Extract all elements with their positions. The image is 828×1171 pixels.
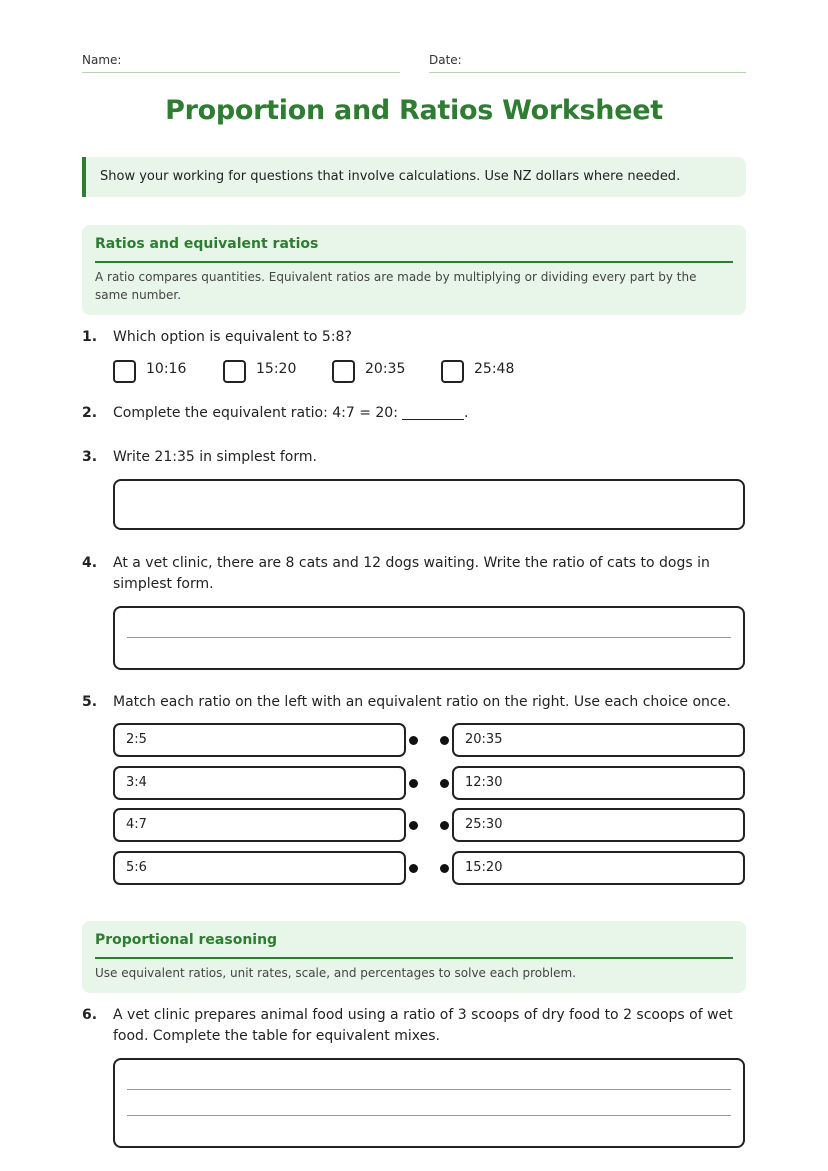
date-label: Date:: [429, 53, 462, 67]
section-description: Use equivalent ratios, unit rates, scale, and percentages to solve each problem.: [95, 966, 576, 980]
match-label: 4:7: [126, 817, 147, 832]
match-left-item[interactable]: [113, 851, 406, 885]
match-dot-left[interactable]: [409, 779, 418, 788]
question-text-line: [113, 403, 743, 424]
section-divider: [95, 957, 733, 959]
header-row: [82, 52, 746, 74]
question-number: 6.: [82, 1007, 98, 1023]
match-right-item[interactable]: [452, 851, 745, 885]
match-dot-right[interactable]: [440, 864, 449, 873]
match-label: 2:5: [126, 732, 147, 747]
match-dot-right[interactable]: [440, 779, 449, 788]
match-label: 12:30: [465, 775, 503, 790]
question-5: [82, 692, 746, 714]
section-ratios: [82, 225, 746, 315]
answer-blank[interactable]: [402, 405, 464, 420]
match-label: 25:30: [465, 817, 503, 832]
question-text: Which option is equivalent to 5:8?: [113, 329, 352, 345]
name-label: Name:: [82, 53, 122, 67]
question-6: [82, 1005, 746, 1049]
instruction-text: Show your working for questions that involve calculations. Use NZ dollars where needed.: [100, 169, 681, 184]
instruction-note: [82, 157, 746, 197]
writing-line: [127, 1115, 731, 1116]
match-label: 15:20: [465, 860, 503, 875]
question-text: At a vet clinic, there are 8 cats and 12 dogs waiting. Write the ratio of cats to dogs in simplest form.: [113, 555, 710, 592]
match-right-item[interactable]: [452, 723, 745, 757]
page-title: Proportion and Ratios Worksheet: [165, 95, 663, 126]
match-left-item[interactable]: [113, 766, 406, 800]
question-text: Match each ratio on the left with an equivalent ratio on the right. Use each choice once.: [113, 694, 731, 710]
option-label: 20:35: [365, 361, 406, 377]
option-label: 15:20: [256, 361, 297, 377]
match-left-item[interactable]: [113, 723, 406, 757]
name-field[interactable]: [82, 52, 400, 73]
match-label: 5:6: [126, 860, 147, 875]
writing-line: [127, 637, 731, 638]
question-text: Complete the equivalent ratio: 4:7 = 20:: [113, 405, 398, 421]
section-description: A ratio compares quantities. Equivalent ratios are made by multiplying or dividing every part by the same number.: [95, 270, 697, 302]
question-1: [82, 327, 746, 349]
match-right-item[interactable]: [452, 808, 745, 842]
question-1-options: [113, 359, 713, 385]
answer-box[interactable]: [113, 1058, 745, 1148]
question-number: 1.: [82, 329, 98, 345]
section-proportional-reasoning: [82, 921, 746, 993]
match-dot-left[interactable]: [409, 864, 418, 873]
date-field[interactable]: [429, 52, 746, 73]
match-left-item[interactable]: [113, 808, 406, 842]
question-number: 4.: [82, 555, 98, 571]
match-dot-right[interactable]: [440, 736, 449, 745]
match-dot-left[interactable]: [409, 821, 418, 830]
option-label: 10:16: [146, 361, 187, 377]
match-dot-right[interactable]: [440, 821, 449, 830]
question-number: 3.: [82, 449, 98, 465]
question-3: [82, 447, 746, 469]
question-suffix: .: [463, 405, 469, 421]
question-4: [82, 553, 746, 597]
match-label: 3:4: [126, 775, 147, 790]
section-title: Ratios and equivalent ratios: [95, 236, 319, 252]
answer-box[interactable]: [113, 479, 745, 530]
question-number: 5.: [82, 694, 98, 710]
checkbox[interactable]: [113, 360, 136, 383]
match-dot-left[interactable]: [409, 736, 418, 745]
answer-box[interactable]: [113, 606, 745, 670]
question-text: Write 21:35 in simplest form.: [113, 449, 317, 465]
question-2: [82, 403, 746, 425]
question-number: 2.: [82, 405, 98, 421]
checkbox[interactable]: [332, 360, 355, 383]
checkbox[interactable]: [223, 360, 246, 383]
option-label: 25:48: [474, 361, 515, 377]
question-text: A vet clinic prepares animal food using a ratio of 3 scoops of dry food to 2 scoops of wet food. Complete the table for equivalent mixes.: [113, 1007, 733, 1044]
section-divider: [95, 261, 733, 263]
match-right-item[interactable]: [452, 766, 745, 800]
match-label: 20:35: [465, 732, 503, 747]
section-title: Proportional reasoning: [95, 932, 278, 948]
writing-line: [127, 1089, 731, 1090]
checkbox[interactable]: [441, 360, 464, 383]
